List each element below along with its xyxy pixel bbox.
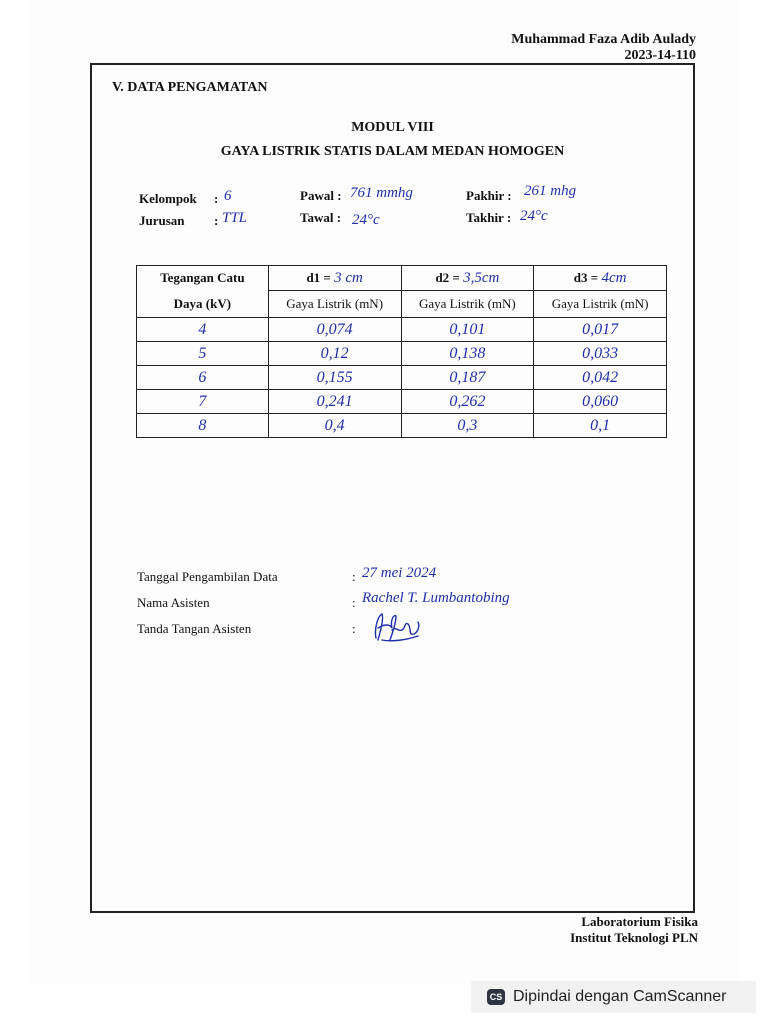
cell-force-d3: 0,1 [534,414,667,438]
cell-force-d2: 0,101 [401,318,534,342]
cell-force-d2: 0,138 [401,342,534,366]
header-voltage-line2: Daya (kV) [137,291,269,318]
header-voltage-line1: Tegangan Catu [137,266,269,291]
jurusan-value: TTL [222,210,248,226]
cell-force-d1: 0,4 [268,414,401,438]
pawal-label: Pawal : [300,188,342,203]
kelompok-label: Kelompok [139,191,197,206]
asisten-label: Nama Asisten [137,595,210,610]
takhir-label: Takhir : [466,210,512,225]
cell-force-d2: 0,3 [401,414,534,438]
d2-label: d2 = [435,269,460,285]
cell-force-d3: 0,017 [534,318,667,342]
header-d2 [401,266,534,291]
d3-value: 4cm [601,269,627,286]
camscanner-text: Dipindai dengan CamScanner [513,988,727,1005]
asisten-value: Rachel T. Lumbantobing [362,590,510,606]
jurusan-colon: : [214,213,219,228]
d1-value: 3 cm [334,269,363,286]
table-row [137,366,667,390]
table-row [137,342,667,366]
table-row [137,414,667,438]
author-nim: 2023-14-110 [624,48,696,63]
header-d1 [268,266,401,291]
tawal-value: 24°c [352,212,380,228]
footer-institute: Institut Teknologi PLN [570,930,698,945]
header-force-d2: Gaya Listrik (mN) [401,291,534,318]
table-row [137,318,667,342]
pawal-value: 761 mmhg [350,185,413,201]
cell-force-d3: 0,042 [534,366,667,390]
footer-block [570,914,698,946]
section-title: V. DATA PENGAMATAN [112,80,268,95]
kelompok-value: 6 [224,188,232,204]
d3-label: d3 = [573,269,599,285]
table-row [137,390,667,414]
ttd-label: Tanda Tangan Asisten [137,621,252,636]
cell-voltage: 8 [137,414,269,438]
jurusan-label: Jurusan [139,213,185,228]
assistant-signature [368,610,424,644]
tanggal-value: 27 mei 2024 [362,565,437,581]
experiment-title: GAYA LISTRIK STATIS DALAM MEDAN HOMOGEN [220,144,565,159]
data-table [136,265,667,438]
cell-force-d1: 0,074 [268,318,401,342]
cell-voltage: 4 [137,318,269,342]
takhir-value: 24°c [520,208,548,224]
cell-voltage: 5 [137,342,269,366]
ttd-colon: : [352,621,356,636]
author-block [511,32,696,64]
cell-voltage: 6 [137,366,269,390]
d2-value: 3,5cm [463,269,500,286]
cell-force-d1: 0,12 [268,342,401,366]
d1-label: d1 = [306,269,331,285]
cell-force-d2: 0,187 [401,366,534,390]
camscanner-icon: CS [487,989,505,1005]
cell-force-d3: 0,060 [534,390,667,414]
header-d3 [534,266,667,291]
author-name: Muhammad Faza Adib Aulady [511,32,696,47]
kelompok-colon: : [214,191,219,206]
header-force-d3: Gaya Listrik (mN) [534,291,667,318]
cell-force-d1: 0,241 [268,390,401,414]
pakhir-label: Pakhir : [466,188,512,203]
cell-voltage: 7 [137,390,269,414]
camscanner-watermark [471,981,756,1013]
modul-title: MODUL VIII [351,120,434,135]
cell-force-d2: 0,262 [401,390,534,414]
table-header-row-2 [137,291,667,318]
footer-lab: Laboratorium Fisika [581,914,698,929]
tanggal-label: Tanggal Pengambilan Data [137,569,278,584]
table-header-row-1 [137,266,667,291]
cell-force-d3: 0,033 [534,342,667,366]
cell-force-d1: 0,155 [268,366,401,390]
pakhir-value: 261 mhg [524,183,577,199]
header-force-d1: Gaya Listrik (mN) [268,291,401,318]
asisten-colon: : [352,595,356,610]
tanggal-colon: : [352,569,356,584]
tawal-label: Tawal : [300,210,342,225]
